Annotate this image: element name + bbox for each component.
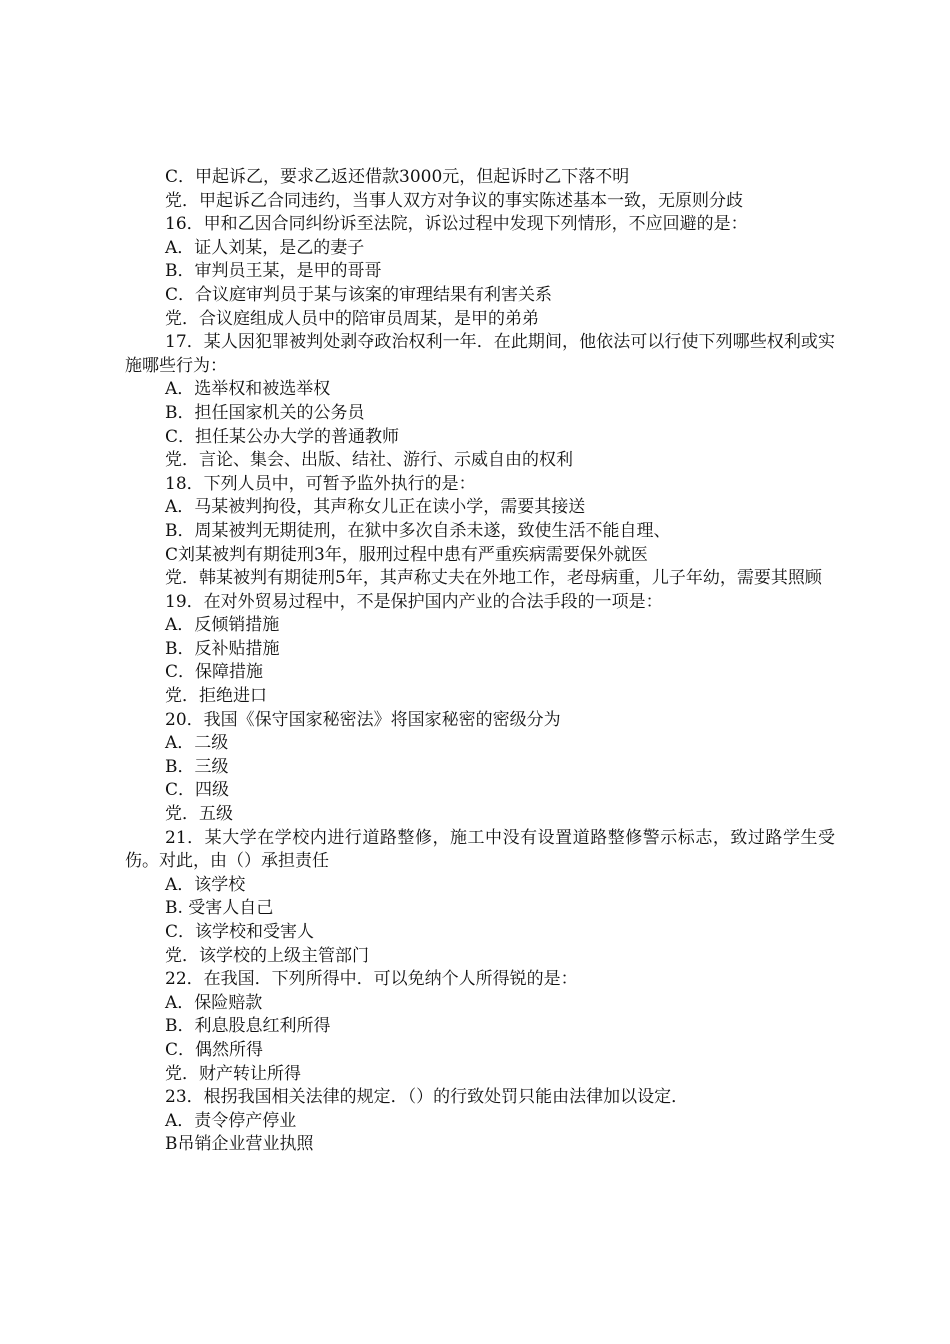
text-line: A．马某被判拘役，其声称女儿正在读小学，需要其接送 [165, 497, 586, 518]
text-line: 19．在对外贸易过程中，不是保护国内产业的合法手段的一项是： [165, 591, 663, 612]
text-line: B．反补贴措施 [165, 638, 280, 659]
text-line: A．该学校 [165, 874, 246, 895]
text-line: 17．某人因犯罪被判处剥夺政治权利一年．在此期间，他依法可以行使下列哪些权利或实施哪些行为： [125, 332, 835, 376]
text-line: A．证人刘某，是乙的妻子 [165, 237, 365, 258]
text-line: C．四级 [165, 780, 230, 801]
text-line: 党．韩某被判有期徒刑5年，其声称丈夫在外地工作，老母病重，儿子年幼，需要其照顾 [165, 568, 822, 589]
text-line: 16．甲和乙因合同纠纷诉至法院，诉讼过程中发现下列情形，不应回避的是： [165, 214, 748, 235]
text-line: 21．某大学在学校内进行道路整修，施工中没有设置道路整修警示标志，致过路学生受伤。对此，由（）承担责任 [125, 827, 835, 872]
text-line: C．甲起诉乙，要求乙返还借款3000元，但起诉时乙下落不明 [165, 167, 630, 187]
text-line: C．担任某公办大学的普通教师 [165, 426, 400, 447]
text-line: C．合议庭审判员于某与该案的审理结果有利害关系 [165, 284, 553, 305]
text-line: 23．根拐我国相关法律的规定．（）的行致处罚只能由法律加以设定． [165, 1087, 689, 1108]
text-line: 党．言论、集会、出版、结社、游行、示威自由的权利 [165, 450, 573, 471]
text-line: B．利息股息红利所得 [165, 1016, 331, 1037]
text-line: C．偶然所得 [165, 1039, 264, 1060]
text-line: C．该学校和受害人 [165, 922, 315, 942]
text-line: A．二级 [165, 733, 229, 754]
text-line: A．保险赔款 [165, 992, 263, 1013]
text-line: 20．我国《保守国家秘密法》将国家秘密的密级分为 [165, 709, 561, 730]
text-line: 党．拒绝进口 [165, 686, 267, 707]
document-body [125, 166, 835, 1157]
text-line: 党．财产转让所得 [165, 1063, 301, 1084]
text-line: 党．该学校的上级主管部门 [165, 945, 369, 966]
text-line: B. 受害人自己 [165, 898, 274, 919]
text-line: 18．下列人员中，可暂予监外执行的是： [165, 473, 476, 494]
text-line: A．选举权和被选举权 [165, 379, 331, 400]
text-line: 党．甲起诉乙合同违约，当事人双方对争议的事实陈述基本一致，无原则分歧 [165, 190, 743, 211]
text-line: 党．五级 [165, 804, 233, 825]
text-line: C．保障措施 [165, 662, 264, 683]
text-line: B．三级 [165, 756, 229, 777]
text-line: 党．合议庭组成人员中的陪审员周某，是甲的弟弟 [165, 308, 539, 329]
text-line: C刘某被判有期徒刑3年，服刑过程中患有严重疾病需要保外就医 [165, 544, 648, 565]
text-line: B．周某被判无期徒刑，在狱中多次自杀未遂，致使生活不能自理、 [165, 520, 671, 541]
text-line: A．责令停产停业 [165, 1110, 297, 1131]
text-line: B．审判员王某，是甲的哥哥 [165, 261, 382, 282]
text-line: A．反倾销措施 [165, 615, 280, 636]
text-line: 22．在我国．下列所得中．可以免纳个人所得锐的是： [165, 969, 578, 990]
text-line: B．担任国家机关的公务员 [165, 402, 365, 423]
text-line: B吊销企业营业执照 [165, 1134, 314, 1155]
